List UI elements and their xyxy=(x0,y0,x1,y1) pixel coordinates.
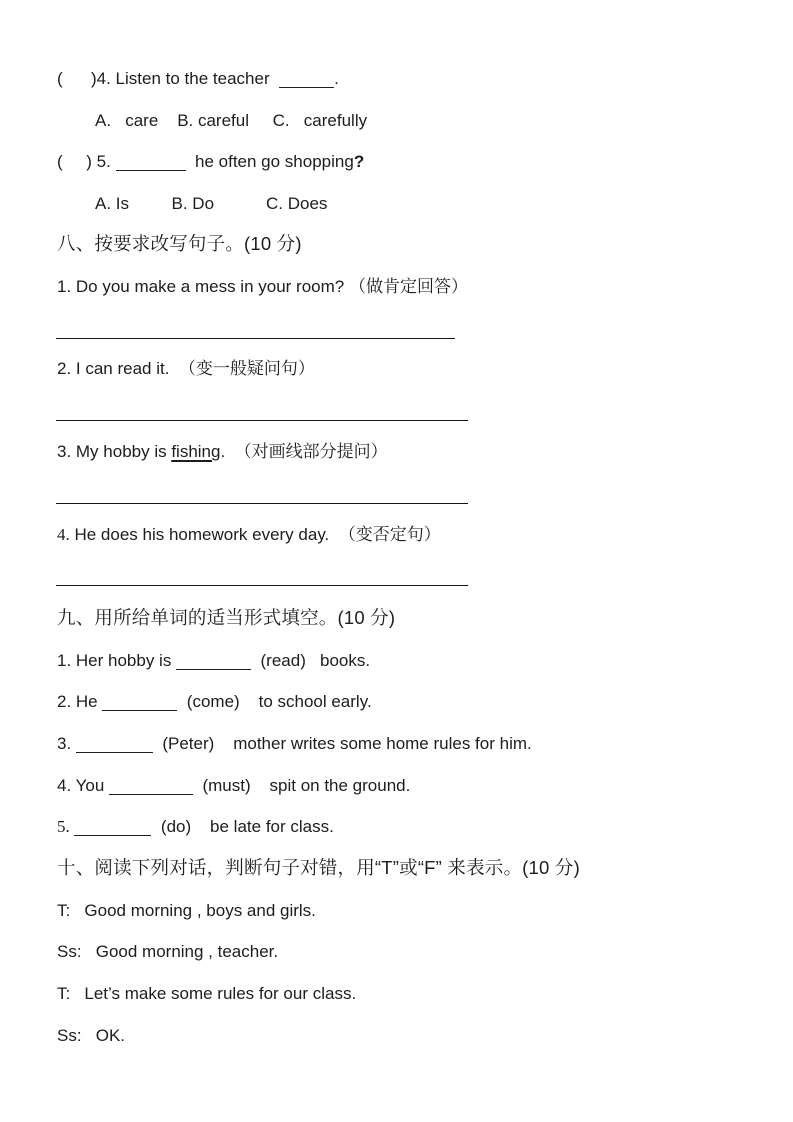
section-9-heading: 九、用所给单词的适当形式填空。(10 分) xyxy=(57,607,396,628)
rewrite-question-1 xyxy=(57,276,468,298)
answer-line-2 xyxy=(56,420,468,421)
mc-question-4-period: . xyxy=(334,69,339,88)
section-10-heading: 十、阅读下列对话，判断句子对错，用“T”或“F” 来表示。(10 分) xyxy=(57,857,580,878)
rewrite-question-4-hint: （变否定句） xyxy=(338,525,441,544)
rewrite-question-1-text: 1. Do you make a mess in your room? xyxy=(57,277,349,296)
fill-question-4-after: (must) spit on the ground. xyxy=(193,776,411,795)
fill-question-3-blank xyxy=(76,736,153,753)
fill-question-5-blank xyxy=(74,819,151,836)
rewrite-question-3-text: 3. My hobby is xyxy=(57,442,172,461)
rewrite-question-3-underlined-word: fishing xyxy=(171,442,221,461)
mc-question-4-text: ( )4. Listen to the teacher xyxy=(57,69,280,88)
fill-question-2-after: (come) to school early. xyxy=(177,692,372,711)
mc-question-4-blank xyxy=(279,71,334,88)
mc-question-5 xyxy=(57,151,364,173)
section-8-heading: 八、按要求改写句子。(10 分) xyxy=(57,233,302,254)
answer-line-4 xyxy=(56,585,468,586)
rewrite-question-4 xyxy=(57,524,441,546)
fill-question-4 xyxy=(57,775,410,797)
fill-question-1-before: 1. Her hobby is xyxy=(57,651,177,670)
fill-question-4-before: 4. You xyxy=(57,776,110,795)
mc-question-5-text: he often go shopping xyxy=(185,152,354,171)
dialogue-line-1: T: Good morning , boys and girls. xyxy=(57,901,316,920)
mc-question-5-options: A. Is B. Do C. Does xyxy=(95,194,328,213)
fill-question-1-after: (read) books. xyxy=(251,651,371,670)
rewrite-question-2-hint: （变一般疑问句） xyxy=(178,359,315,378)
mc-question-5-blank xyxy=(116,154,186,171)
mc-question-4-options: A. care B. careful C. carefully xyxy=(95,111,368,130)
rewrite-question-3-period: . xyxy=(220,442,235,461)
answer-line-3 xyxy=(56,503,468,504)
fill-question-2-blank xyxy=(102,694,177,711)
fill-question-5-number: 5. xyxy=(57,817,70,836)
dialogue-line-2: Ss: Good morning , teacher. xyxy=(57,942,279,961)
rewrite-question-2 xyxy=(57,358,315,380)
fill-question-5-after: (do) be late for class. xyxy=(151,817,334,836)
mc-question-4 xyxy=(57,68,339,90)
answer-line-1 xyxy=(56,338,455,339)
rewrite-question-3 xyxy=(57,441,388,463)
rewrite-question-2-text: 2. I can read it. xyxy=(57,359,179,378)
fill-question-5 xyxy=(57,816,334,838)
dialogue-line-4: Ss: OK. xyxy=(57,1026,126,1045)
dialogue-line-3: T: Let’s make some rules for our class. xyxy=(57,984,357,1003)
rewrite-question-3-hint: （对画线部分提问） xyxy=(234,442,388,461)
fill-question-2 xyxy=(57,691,372,713)
mc-question-5-prefix: ( ) 5. xyxy=(57,152,116,171)
rewrite-question-4-text: He does his homework every day. xyxy=(69,525,339,544)
mc-question-5-qmark: ? xyxy=(353,152,365,171)
fill-question-3-after: (Peter) mother writes some home rules for him. xyxy=(152,734,532,753)
rewrite-question-1-hint: （做肯定回答） xyxy=(348,277,468,296)
rewrite-question-4-number: 4. xyxy=(57,525,70,544)
fill-question-1 xyxy=(57,650,370,672)
fill-question-2-before: 2. He xyxy=(57,692,103,711)
fill-question-4-blank xyxy=(109,778,193,795)
fill-question-1-blank xyxy=(176,653,251,670)
fill-question-3 xyxy=(57,733,532,755)
fill-question-3-before: 3. xyxy=(57,734,76,753)
